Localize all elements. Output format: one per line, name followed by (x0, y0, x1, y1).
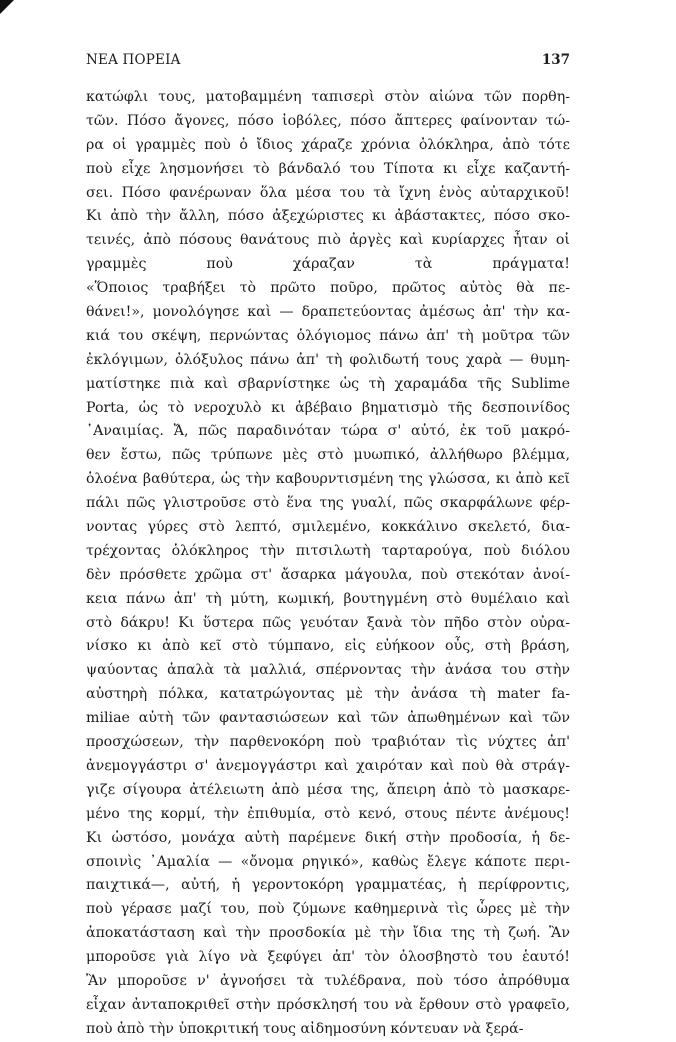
body-text (86, 86, 570, 1042)
text-line: νίσκο κι ἀπὸ κεῖ στὸ τύμπανο, εἰς εὐήκοον οὖς, στὴ βράση, (86, 638, 570, 655)
text-line: ματίστηκε πιὰ καὶ σβαρνίστηκε ὡς τὴ χαραμάδα τῆς Sublime (86, 375, 570, 392)
page-number: 137 (541, 52, 570, 68)
text-line: παιχτικά—, αὐτή, ἡ γεροντοκόρη γραμματέας, ἡ περίφροντις, (86, 877, 570, 894)
text-line: τρέχοντας ὁλόκληρος τὴν πιτσιλωτὴ ταρταρούγα, ποὺ διόλου (86, 542, 570, 559)
text-line: ἀποκατάσταση καὶ τὴν προσδοκία μὲ τὴν ἴδια της τὴ ζωή. Ἂν (86, 925, 570, 942)
text-line: κεια πάνω ἀπ' τὴ μύτη, κωμική, βουτηγμένη στὸ θυμέλαιο καὶ (86, 590, 570, 607)
text-line: κιά του σκέψη, περνώντας ὁλόγιομος πάνω ἀπ' τὴ μοῦτρα τῶν (86, 327, 570, 344)
text-line: ψαύοντας ἁπαλὰ τὰ μαλλιά, σπέρνοντας τὴν ἀνάσα του στὴν (86, 662, 570, 679)
text-line: μένο της κορμί, τὴν ἐπιθυμία, στὸ κενό, στους πέντε ἀνέμους! (86, 805, 570, 822)
text-line: τεινές, ἀπὸ πόσους θανάτους πιὸ ἀργὲς καὶ κυρίαρχες ἦταν οἱ (86, 232, 570, 249)
text-line: γιζε σίγουρα ἀτέλειωτη ἀπὸ μέσα της, ἄπειρη ἀπὸ τὸ μασκαρε- (86, 781, 570, 798)
text-line: θάνει!», μονολόγησε καὶ — δραπετεύοντας ἀμέσως ἀπ' τὴν κα- (86, 304, 570, 321)
text-line: πάλι πῶς γλιστροῦσε στὸ ἕνα της γυαλί, πῶς σκαρφάλωνε φέρ- (86, 495, 570, 512)
text-line: Κι ἀπὸ τὴν ἄλλη, πόσο ἀξεχώριστες κι ἀβάστακτες, πόσο σκο- (86, 208, 570, 225)
running-head (86, 52, 570, 72)
text-line: εἶχαν ἀνταποκριθεῖ στὴν πρόσκλησή του νὰ ἔρθουν στὸ γραφεῖο, (86, 996, 570, 1013)
text-line: τῶν. Πόσο ἄγονες, πόσο ἰοβόλες, πόσο ἄπτερες φαίνονταν τώ- (86, 112, 570, 129)
text-line: ποὺ εἶχε λησμονήσει τὸ βάνδαλό του Τίποτα κι εἶχε καζαντή- (86, 160, 570, 177)
text-line: αὐστηρὴ πόλκα, κατατρώγοντας μὲ τὴν ἀνάσα τὴ mater fa- (86, 686, 570, 703)
text-line: ᾿Αναιμίας. Ἄ, πῶς παραδινόταν τώρα σ' αὐτό, ἐκ τοῦ μακρό- (86, 423, 570, 440)
text-line: «Ὅποιος τραβήξει τὸ πρῶτο ποῦρο, πρῶτος αὐτὸς θὰ πε- (86, 280, 570, 297)
text-line: στὸ δάκρυ! Κι ὕστερα πῶς γευόταν ξανὰ τὸν πῆδο στὸν οὐρα- (86, 614, 570, 631)
running-head-title: ΝΕΑ ΠΟΡΕΙΑ (86, 52, 181, 68)
scan-corner-mark (0, 0, 14, 14)
text-line: Κι ὡστόσο, μονάχα αὐτὴ παρέμενε δική στὴν προδοσία, ἡ δε- (86, 829, 570, 846)
text-line: θεν ἔστω, πῶς τρύπωνε μὲς στὸ μυωπικό, ἀλλήθωρο βλέμμα, (86, 447, 570, 464)
text-line: ποὺ ἀπὸ τὴν ὑποκριτική τους αἰδημοσύνη κόντευαν νὰ ξερά- (86, 1020, 524, 1037)
text-line: δὲν πρόσθετε χρῶμα στ' ἄσαρκα μάγουλα, ποὺ στεκόταν ἀνοί- (86, 566, 570, 583)
text-line: γραμμὲς ποὺ χάραζαν τὰ πράγματα! (86, 256, 570, 273)
text-line: σποινὶς ᾿Αμαλία — «ὄνομα ρηγικό», καθὼς ἔλεγε κάποτε περι- (86, 853, 570, 870)
text-line: miliae αὐτὴ τῶν φαντασιώσεων καὶ τῶν ἀπωθημένων καὶ τῶν (86, 710, 570, 727)
text-line: ὁλοένα βαθύτερα, ὡς τὴν καβουρντισμένη της γλώσσα, κι ἀπὸ κεῖ (86, 471, 570, 488)
text-line: κατώφλι τους, ματοβαμμένη ταπισερὶ στὸν αἰώνα τῶν πορθη- (86, 89, 570, 105)
text-line: Ἂν μποροῦσε ν' ἀγνοήσει τὰ τυλέδρανα, ποὺ τόσο ἀπρόθυμα (86, 972, 570, 989)
text-line: ρα οἱ γραμμὲς ποὺ ὁ ἴδιος χάραζε χρόνια ὁλόκληρα, ἀπὸ τότε (86, 136, 570, 153)
text-line: νοντας γύρες στὸ λεπτό, σμιλεμένο, κοκκάλινο σκελετό, δια- (86, 519, 570, 536)
text-line: σει. Πόσο φανέρωναν ὅλα μέσα του τὰ ἴχνη ἑνὸς αὐταρχικοῦ! (86, 184, 570, 201)
text-line: ποὺ γέρασε μαζί του, ποὺ ζύμωνε καθημερινὰ τὶς ὧρες μὲ τὴν (86, 901, 570, 918)
text-line: ἀνεμογγάστρι σ' ἀνεμογγάστρι καὶ χαιρόταν καὶ ποὺ θὰ στράγ- (86, 757, 570, 774)
text-line: Porta, ὡς τὸ νεροχυλὸ κι ἀβέβαιο βηματισμὸ τῆς δεσποινίδος (86, 399, 570, 416)
text-line: ἐκλόγιμων, ὀλόξυλος πάνω ἀπ' τὴ φολιδωτή τους χαρὰ — θυμη- (86, 351, 570, 368)
text-line: μποροῦσε γιὰ λίγο νὰ ξεφύγει ἀπ' τὸν ὀλοσβηστὸ του ἑαυτό! (86, 949, 570, 966)
text-line: προσχώσεων, τὴν παρθενοκόρη ποὺ τραβιόταν τὶς νύχτες ἀπ' (86, 734, 570, 751)
